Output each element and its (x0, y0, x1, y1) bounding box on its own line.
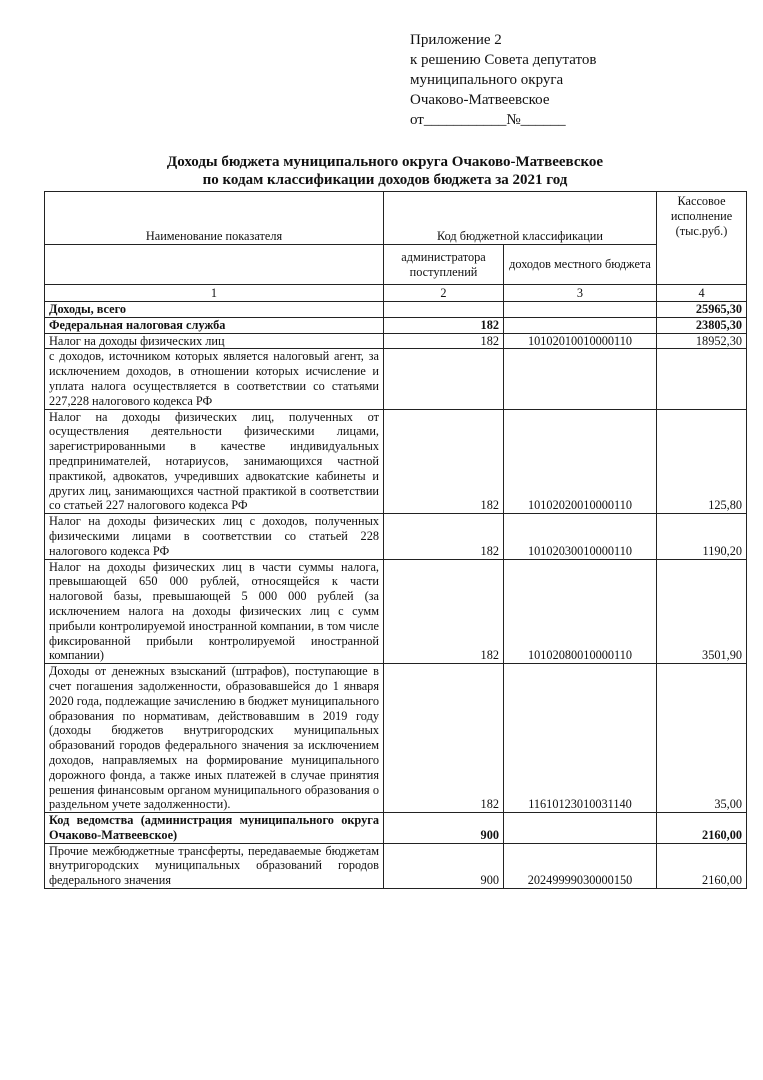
row-admin-code (384, 349, 504, 409)
row-value: 1190,20 (657, 514, 747, 559)
title-line: по кодам классификации доходов бюджета за 2021 год (202, 172, 568, 188)
row-budget-code (504, 813, 657, 844)
row-name: Налог на доходы физических лиц в части суммы налога, превышающей 650 000 рублей, относящейся к части налоговой базы, превышающей 5 000 000 рублей (за исключением налога на доходы физических лиц с сумм прибыли контролируемой иностранной компании, в том числе фиксированной прибыли контролируемой иностранной компании) (45, 559, 384, 664)
row-name: Налог на доходы физических лиц с доходов, полученных физическими лицами в соответствии со статьей 228 налогового кодекса РФ (45, 514, 384, 559)
table-row (45, 349, 747, 409)
row-name: Код ведомства (администрация муниципального округа Очаково-Матвеевское) (45, 813, 384, 844)
table-row (45, 664, 747, 813)
row-admin-code: 182 (384, 514, 504, 559)
row-admin-code: 900 (384, 843, 504, 888)
table-row (45, 843, 747, 888)
appendix-line: от___________№______ (410, 112, 566, 128)
table-row (45, 317, 747, 333)
row-budget-code: 10102080010000110 (504, 559, 657, 664)
row-value: 23805,30 (657, 317, 747, 333)
row-value: 2160,00 (657, 813, 747, 844)
row-value: 2160,00 (657, 843, 747, 888)
table-row (45, 333, 747, 349)
row-admin-code: 900 (384, 813, 504, 844)
row-value: 3501,90 (657, 559, 747, 664)
row-name: Федеральная налоговая служба (45, 317, 384, 333)
row-admin-code: 182 (384, 409, 504, 514)
column-number: 4 (657, 285, 747, 302)
row-name: Прочие межбюджетные трансферты, передаваемые бюджетам внутригородских муниципальных образований городов федерального значения (45, 843, 384, 888)
row-budget-code: 11610123010031140 (504, 664, 657, 813)
column-number: 2 (384, 285, 504, 302)
header-local: доходов местного бюджета (504, 245, 657, 285)
row-budget-code: 10102030010000110 (504, 514, 657, 559)
row-admin-code: 182 (384, 559, 504, 664)
income-table (44, 191, 747, 889)
table-row (45, 514, 747, 559)
appendix-line: к решению Совета депутатов (410, 52, 597, 68)
row-budget-code: 20249999030000150 (504, 843, 657, 888)
row-name: Налог на доходы физических лиц (45, 333, 384, 349)
column-number: 3 (504, 285, 657, 302)
document-title (40, 153, 730, 189)
appendix-line: Очаково-Матвеевское (410, 92, 550, 108)
column-number: 1 (45, 285, 384, 302)
row-value: 125,80 (657, 409, 747, 514)
row-value: 18952,30 (657, 333, 747, 349)
table-row (45, 409, 747, 514)
table-row (45, 559, 747, 664)
title-line: Доходы бюджета муниципального округа Очаково-Матвеевское (166, 154, 604, 170)
row-budget-code: 10102010010000110 (504, 333, 657, 349)
header-name: Наименование показателя (45, 192, 384, 245)
row-name: Налог на доходы физических лиц, полученных от осуществления деятельности физическими лицами, зарегистрированными в качестве индивидуальных предпринимателей, нотариусов, занимающихся частной практикой, адвокатов, учредивших адвокатские кабинеты и других лиц, занимающихся частной практикой в соответствии со статьей 227 налогового кодекса РФ (45, 409, 384, 514)
table-row (45, 813, 747, 844)
row-name: с доходов, источником которых является налоговый агент, за исключением доходов, в отношении которых исчисление и уплата налога осуществляется в соответствии со статьями 227,228 налогового кодекса РФ (45, 349, 384, 409)
row-admin-code (384, 302, 504, 318)
appendix-line: муниципального округа (410, 72, 564, 88)
table-row (45, 302, 747, 318)
row-name: Доходы, всего (45, 302, 384, 318)
header-code: Код бюджетной классификации (384, 192, 657, 245)
header-blank (45, 245, 384, 285)
header-exec: Кассовое исполнение (тыс.руб.) (657, 192, 747, 285)
row-budget-code: 10102020010000110 (504, 409, 657, 514)
header-admin: администратора поступлений (384, 245, 504, 285)
row-name: Доходы от денежных взысканий (штрафов), поступающие в счет погашения задолженности, образовавшейся до 1 января 2020 года, подлежащие зачислению в бюджет муниципального образования по нормативам, действовавшим в 2019 году (доходы бюджетов внутригородских муниципальных образований городов федерального значения за исключением доходов, направляемых на формирование муниципального дорожного фонда, а также иных платежей в случае принятия решения финансовым органом муниципального образования о раздельном учете задолженности). (45, 664, 384, 813)
row-admin-code: 182 (384, 317, 504, 333)
row-admin-code: 182 (384, 664, 504, 813)
row-budget-code (504, 349, 657, 409)
row-budget-code (504, 317, 657, 333)
row-value (657, 349, 747, 409)
appendix-block (410, 30, 596, 130)
row-budget-code (504, 302, 657, 318)
appendix-line: Приложение 2 (410, 32, 502, 48)
row-value: 35,00 (657, 664, 747, 813)
row-value: 25965,30 (657, 302, 747, 318)
row-admin-code: 182 (384, 333, 504, 349)
